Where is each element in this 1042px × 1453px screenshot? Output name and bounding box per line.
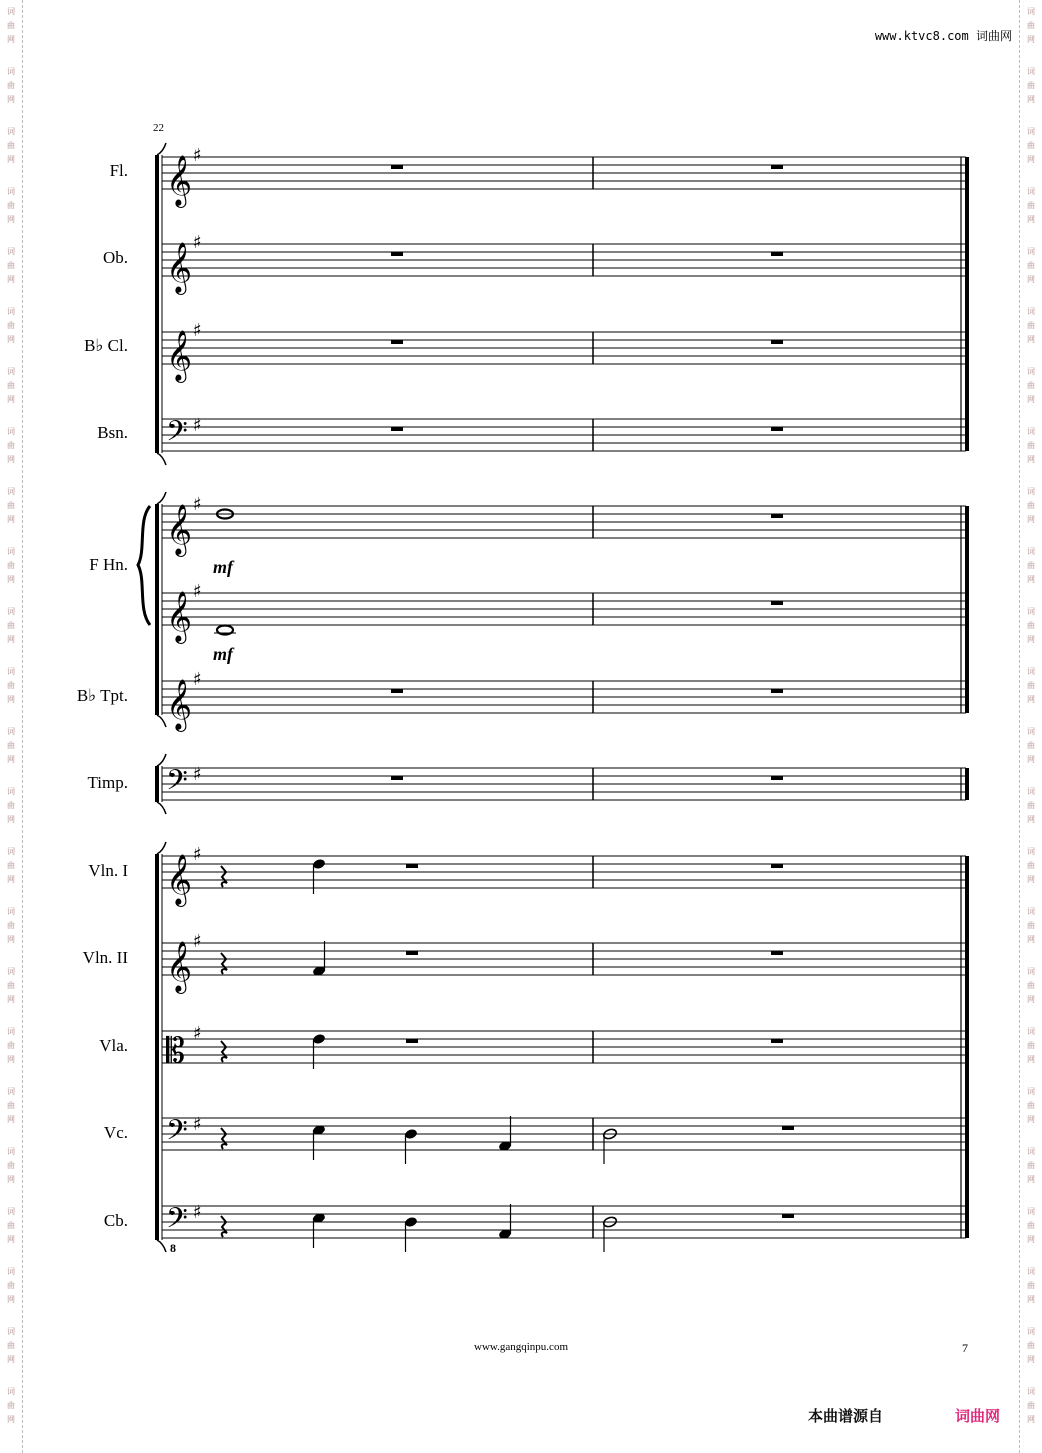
- whole-rest: [391, 689, 403, 693]
- watermark-char: 词: [7, 307, 15, 316]
- sharp-key-signature: ♯: [193, 1202, 202, 1223]
- watermark-char: 词: [1027, 187, 1035, 196]
- source-brand[interactable]: 词曲网: [955, 1407, 1001, 1425]
- watermark-char: 曲: [1027, 741, 1035, 750]
- watermark-char: 曲: [7, 741, 15, 750]
- quarter-rest: [221, 953, 227, 974]
- watermark-char: 网: [1027, 935, 1035, 944]
- watermark-char: 网: [7, 635, 15, 644]
- watermark-char: 曲: [7, 921, 15, 930]
- watermark-char: 词: [1027, 787, 1035, 796]
- watermark-char: 网: [7, 35, 15, 44]
- watermark-char: 曲: [1027, 381, 1035, 390]
- whole-rest: [771, 252, 783, 256]
- watermark-char: 曲: [1027, 21, 1035, 30]
- whole-rest: [391, 776, 403, 780]
- watermark-char: 网: [1027, 1175, 1035, 1184]
- bass-clef: 𝄢: [166, 764, 188, 804]
- watermark-char: 词: [1027, 967, 1035, 976]
- watermark-char: 词: [7, 247, 15, 256]
- watermark-char: 词: [1027, 367, 1035, 376]
- watermark-char: 曲: [7, 21, 15, 30]
- watermark-char: 词: [1027, 1387, 1035, 1396]
- instrument-label-clarinet: B♭ Cl.: [84, 336, 128, 355]
- instrument-label-contrabass: Cb.: [103, 1211, 128, 1230]
- watermark-char: 曲: [7, 81, 15, 90]
- whole-rest: [771, 601, 783, 605]
- watermark-char: 网: [1027, 1115, 1035, 1124]
- watermark-char: 曲: [1027, 561, 1035, 570]
- watermark-char: 词: [7, 1267, 15, 1276]
- watermark-char: 曲: [1027, 261, 1035, 270]
- instrument-label-trumpet: B♭ Tpt.: [76, 686, 128, 705]
- watermark-char: 词: [7, 487, 15, 496]
- watermark-char: 词: [7, 607, 15, 616]
- watermark-char: 曲: [7, 201, 15, 210]
- watermark-char: 网: [7, 935, 15, 944]
- watermark-char: 词: [7, 1147, 15, 1156]
- sharp-key-signature: ♯: [193, 145, 202, 166]
- watermark-char: 网: [1027, 1235, 1035, 1244]
- watermark-char: 曲: [7, 1401, 15, 1410]
- bass-clef: 𝄢: [166, 415, 188, 455]
- watermark-char: 曲: [1027, 1161, 1035, 1170]
- quarter-rest: [221, 866, 227, 887]
- watermark-char: 词: [1027, 667, 1035, 676]
- watermark-char: 网: [7, 455, 15, 464]
- bracket-hook-bottom: [157, 715, 166, 727]
- watermark-char: 曲: [7, 261, 15, 270]
- sharp-key-signature: ♯: [193, 844, 202, 865]
- watermark-char: 网: [1027, 815, 1035, 824]
- whole-rest: [771, 1039, 783, 1043]
- watermark-char: 网: [7, 335, 15, 344]
- treble-clef: 𝄞: [166, 941, 193, 992]
- watermark-char: 曲: [7, 1281, 15, 1290]
- whole-rest: [771, 776, 783, 780]
- treble-clef: 𝄞: [166, 679, 193, 730]
- watermark-char: 曲: [1027, 81, 1035, 90]
- sharp-key-signature: ♯: [193, 669, 202, 690]
- watermark-char: 词: [1027, 1267, 1035, 1276]
- watermark-char: 曲: [1027, 801, 1035, 810]
- watermark-char: 词: [1027, 547, 1035, 556]
- watermark-char: 词: [7, 907, 15, 916]
- watermark-char: 词: [7, 427, 15, 436]
- sharp-key-signature: ♯: [193, 931, 202, 952]
- watermark-char: 曲: [1027, 921, 1035, 930]
- watermark-char: 网: [7, 155, 15, 164]
- watermark-char: 曲: [7, 801, 15, 810]
- horn-brace: [138, 506, 150, 625]
- watermark-char: 曲: [1027, 861, 1035, 870]
- watermark-char: 网: [1027, 335, 1035, 344]
- watermark-char: 词: [1027, 907, 1035, 916]
- watermark-char: 网: [7, 215, 15, 224]
- whole-rest: [391, 340, 403, 344]
- watermark-char: 网: [1027, 1415, 1035, 1424]
- dynamic-mf: mf: [213, 557, 233, 577]
- watermark-char: 网: [7, 815, 15, 824]
- watermark-char: 曲: [1027, 1341, 1035, 1350]
- sharp-key-signature: ♯: [193, 494, 202, 515]
- watermark-char: 网: [7, 995, 15, 1004]
- watermark-char: 词: [1027, 67, 1035, 76]
- watermark-char: 词: [1027, 847, 1035, 856]
- watermark-char: 词: [1027, 727, 1035, 736]
- sharp-key-signature: ♯: [193, 1114, 202, 1135]
- watermark-char: 曲: [7, 1101, 15, 1110]
- watermark-char: 曲: [7, 681, 15, 690]
- source-label: 本曲谱源自: [808, 1407, 884, 1425]
- watermark-char: 曲: [7, 1221, 15, 1230]
- watermark-char: 曲: [7, 1041, 15, 1050]
- watermark-char: 词: [1027, 127, 1035, 136]
- bracket-hook-bottom: [157, 453, 166, 465]
- watermark-char: 曲: [7, 981, 15, 990]
- sharp-key-signature: ♯: [193, 1023, 202, 1044]
- whole-rest: [391, 165, 403, 169]
- watermark-char: 网: [7, 1055, 15, 1064]
- whole-rest: [771, 340, 783, 344]
- watermark-char: 词: [7, 967, 15, 976]
- treble-clef: 𝄞: [166, 591, 193, 642]
- watermark-char: 曲: [7, 441, 15, 450]
- watermark-char: 词: [7, 67, 15, 76]
- watermark-char: 曲: [1027, 321, 1035, 330]
- watermark-char: 曲: [1027, 1281, 1035, 1290]
- alto-clef: 𝄡: [166, 1031, 185, 1071]
- watermark-char: 词: [7, 1387, 15, 1396]
- watermark-char: 网: [7, 575, 15, 584]
- watermark-char: 曲: [7, 1341, 15, 1350]
- watermark-char: 网: [1027, 455, 1035, 464]
- instrument-label-violin-1: Vln. I: [88, 861, 128, 880]
- whole-rest: [782, 1126, 794, 1130]
- treble-clef: 𝄞: [166, 854, 193, 905]
- watermark-char: 网: [7, 275, 15, 284]
- watermark-char: 词: [7, 787, 15, 796]
- watermark-char: 曲: [1027, 1101, 1035, 1110]
- bass-clef: 𝄢: [166, 1114, 188, 1154]
- watermark-char: 词: [7, 847, 15, 856]
- watermark-char: 网: [1027, 1295, 1035, 1304]
- whole-rest: [406, 864, 418, 868]
- watermark-char: 曲: [1027, 681, 1035, 690]
- watermark-char: 网: [1027, 1055, 1035, 1064]
- watermark-char: 网: [7, 95, 15, 104]
- watermark-char: 词: [7, 667, 15, 676]
- measure-number: 22: [153, 122, 164, 134]
- watermark-char: 词: [7, 1327, 15, 1336]
- bracket-hook-top: [157, 492, 166, 504]
- sharp-key-signature: ♯: [193, 320, 202, 341]
- instrument-label-cello: Vc.: [103, 1123, 128, 1142]
- whole-rest: [771, 864, 783, 868]
- watermark-char: 曲: [7, 381, 15, 390]
- watermark-char: 词: [1027, 247, 1035, 256]
- watermark-char: 词: [7, 1027, 15, 1036]
- watermark-char: 词: [1027, 1147, 1035, 1156]
- sharp-key-signature: ♯: [193, 415, 202, 436]
- watermark-char: 词: [1027, 1207, 1035, 1216]
- header-site-name: 词曲网: [975, 29, 1012, 43]
- watermark-char: 网: [7, 875, 15, 884]
- watermark-char: 曲: [1027, 621, 1035, 630]
- watermark-char: 词: [1027, 307, 1035, 316]
- watermark-char: 曲: [1027, 441, 1035, 450]
- watermark-char: 词: [1027, 1027, 1035, 1036]
- watermark-char: 曲: [7, 321, 15, 330]
- watermark-char: 网: [1027, 515, 1035, 524]
- watermark-char: 曲: [1027, 141, 1035, 150]
- watermark-char: 网: [7, 755, 15, 764]
- watermark-char: 网: [7, 395, 15, 404]
- watermark-char: 词: [1027, 427, 1035, 436]
- octave-mark: 8: [170, 1241, 176, 1255]
- instrument-label-horn: F Hn.: [89, 555, 128, 574]
- watermark-char: 词: [7, 367, 15, 376]
- watermark-char: 词: [7, 1087, 15, 1096]
- watermark-char: 曲: [1027, 201, 1035, 210]
- bass-clef: 𝄢: [166, 1202, 188, 1242]
- watermark-char: 网: [7, 1115, 15, 1124]
- watermark-char: 网: [1027, 755, 1035, 764]
- whole-rest: [782, 1214, 794, 1218]
- sharp-key-signature: ♯: [193, 764, 202, 785]
- watermark-char: 网: [1027, 1355, 1035, 1364]
- bracket-hook-bottom: [157, 802, 166, 814]
- watermark-char: 曲: [7, 141, 15, 150]
- watermark-char: 网: [7, 1175, 15, 1184]
- watermark-char: 网: [1027, 695, 1035, 704]
- watermark-char: 网: [7, 1415, 15, 1424]
- watermark-char: 曲: [7, 621, 15, 630]
- watermark-char: 词: [1027, 487, 1035, 496]
- dynamic-mf: mf: [213, 644, 233, 664]
- instrument-label-flute: Fl.: [109, 161, 128, 180]
- watermark-char: 词: [7, 7, 15, 16]
- whole-rest: [771, 514, 783, 518]
- watermark-char: 网: [7, 1235, 15, 1244]
- watermark-char: 网: [1027, 875, 1035, 884]
- watermark-char: 网: [1027, 215, 1035, 224]
- watermark-char: 词: [1027, 1327, 1035, 1336]
- bracket-hook-top: [157, 754, 166, 766]
- treble-clef: 𝄞: [166, 242, 193, 293]
- watermark-char: 曲: [1027, 501, 1035, 510]
- sharp-key-signature: ♯: [193, 232, 202, 253]
- bracket-hook-bottom: [157, 1240, 166, 1252]
- watermark-char: 曲: [1027, 981, 1035, 990]
- instrument-label-timpani: Timp.: [87, 773, 128, 792]
- watermark-char: 词: [7, 547, 15, 556]
- quarter-rest: [221, 1128, 227, 1149]
- watermark-char: 词: [7, 127, 15, 136]
- sharp-key-signature: ♯: [193, 581, 202, 602]
- whole-rest: [771, 165, 783, 169]
- whole-rest: [771, 427, 783, 431]
- watermark-char: 曲: [7, 861, 15, 870]
- instrument-label-oboe: Ob.: [102, 248, 128, 267]
- watermark-char: 网: [1027, 635, 1035, 644]
- instrument-label-violin-2: Vln. II: [82, 948, 128, 967]
- instrument-label-bassoon: Bsn.: [97, 423, 128, 442]
- watermark-char: 词: [1027, 7, 1035, 16]
- watermark-char: 网: [1027, 395, 1035, 404]
- watermark-char: 网: [1027, 95, 1035, 104]
- watermark-char: 网: [7, 695, 15, 704]
- whole-rest: [771, 951, 783, 955]
- watermark-char: 网: [7, 1355, 15, 1364]
- bracket-hook-top: [157, 143, 166, 155]
- watermark-char: 曲: [1027, 1221, 1035, 1230]
- watermark-char: 网: [7, 515, 15, 524]
- watermark-char: 词: [1027, 1087, 1035, 1096]
- watermark-char: 词: [1027, 607, 1035, 616]
- watermark-char: 词: [7, 187, 15, 196]
- whole-rest: [406, 951, 418, 955]
- whole-rest: [406, 1039, 418, 1043]
- whole-rest: [771, 689, 783, 693]
- treble-clef: 𝄞: [166, 155, 193, 206]
- quarter-rest: [221, 1216, 227, 1237]
- quarter-rest: [221, 1041, 227, 1062]
- instrument-label-viola: Vla.: [99, 1036, 128, 1055]
- watermark-char: 曲: [1027, 1041, 1035, 1050]
- watermark-char: 词: [7, 1207, 15, 1216]
- watermark-char: 曲: [7, 561, 15, 570]
- watermark-char: 网: [1027, 995, 1035, 1004]
- watermark-char: 网: [1027, 35, 1035, 44]
- whole-rest: [391, 427, 403, 431]
- footer-url[interactable]: www.gangqinpu.com: [474, 1341, 568, 1353]
- treble-clef: 𝄞: [166, 504, 193, 555]
- watermark-char: 曲: [7, 501, 15, 510]
- watermark-char: 网: [1027, 275, 1035, 284]
- page-number: 7: [962, 1341, 968, 1355]
- watermark-char: 曲: [1027, 1401, 1035, 1410]
- bracket-hook-top: [157, 842, 166, 854]
- whole-rest: [391, 252, 403, 256]
- treble-clef: 𝄞: [166, 330, 193, 381]
- watermark-char: 网: [7, 1295, 15, 1304]
- watermark-char: 曲: [7, 1161, 15, 1170]
- header-site-url[interactable]: www.ktvc8.com: [874, 29, 969, 43]
- watermark-char: 词: [7, 727, 15, 736]
- watermark-char: 网: [1027, 155, 1035, 164]
- watermark-char: 网: [1027, 575, 1035, 584]
